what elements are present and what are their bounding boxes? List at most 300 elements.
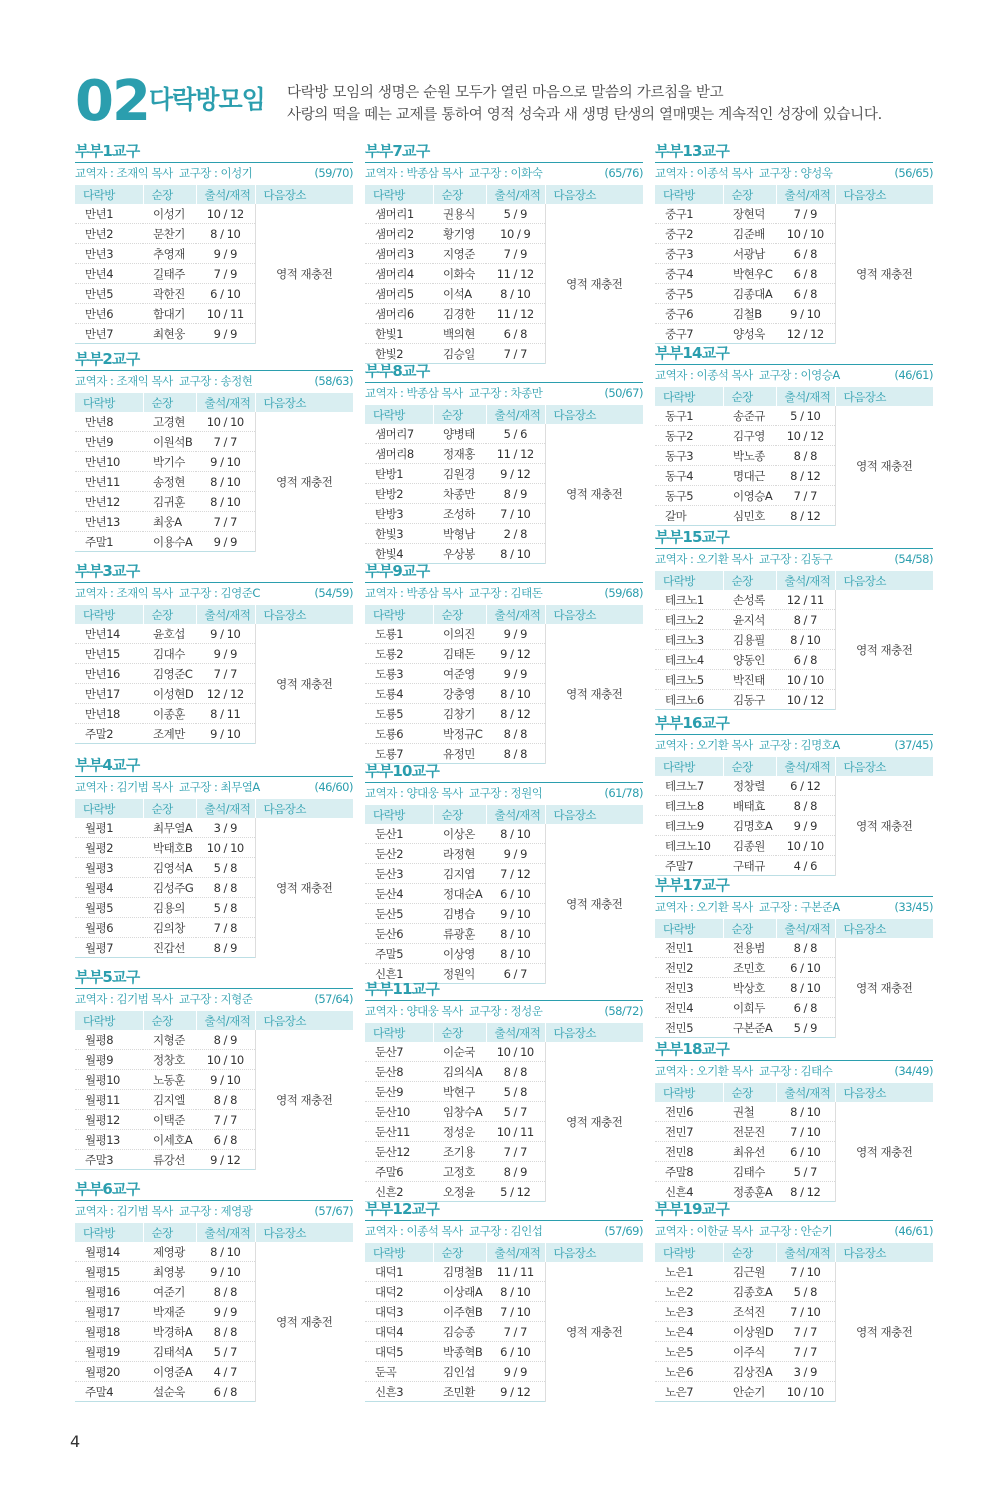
leader-name: 이종훈 [143,704,196,724]
group-title-bar [655,713,933,735]
attendance: 7 / 7 [196,664,255,684]
table-row [655,938,933,958]
attendance: 10 / 10 [776,836,835,856]
group-table [75,1011,353,1170]
group-table [655,387,933,526]
header-leader: 순장 [433,1243,486,1262]
header-next-place: 다음장소 [255,393,353,412]
room-name: 만년7 [75,324,143,344]
attendance-ratio: (37/45) [894,738,933,752]
room-name: 주말1 [75,532,143,552]
header-next-place: 다음장소 [545,405,643,424]
attendance: 7 / 9 [776,204,835,224]
attendance: 7 / 7 [776,486,835,506]
table-header-row [75,799,353,818]
parish-group [75,141,353,341]
room-name: 노은3 [655,1302,723,1322]
header-next-place: 다음장소 [835,1083,933,1102]
attendance: 10 / 10 [486,1042,545,1062]
attendance: 9 / 9 [196,532,255,552]
leader-name: 김경한 [433,304,486,324]
parish-group [365,141,643,361]
room-name: 만년15 [75,644,143,664]
leader-name: 김명호A [723,816,776,836]
attendance: 5 / 10 [776,406,835,426]
room-name: 중구6 [655,304,723,324]
header-attendance: 출석/재적 [196,605,255,624]
parish-leader: 교구장 : 양성욱 [759,166,833,180]
leader-name: 정성운 [433,1122,486,1142]
attendance: 7 / 7 [196,512,255,532]
attendance: 9 / 10 [196,452,255,472]
room-name: 만년17 [75,684,143,704]
attendance: 7 / 9 [196,264,255,284]
room-name: 대덕2 [365,1282,433,1302]
leader-name: 윤호섭 [143,624,196,644]
leader-name: 함대기 [143,304,196,324]
header-attendance: 출석/재적 [486,805,545,824]
group-title-bar [75,141,353,163]
room-name: 동구5 [655,486,723,506]
table-header-row [655,919,933,938]
next-place: 영적 재충전 [255,1030,353,1170]
group-title: 부부5교구 [75,968,140,986]
room-name: 둔산4 [365,884,433,904]
leader-name: 우상봉 [433,544,486,564]
room-name: 전민2 [655,958,723,978]
next-place: 영적 재충전 [835,1102,933,1202]
leader-name: 이상온 [433,824,486,844]
header-next-place: 다음장소 [255,1011,353,1030]
room-name: 대덕5 [365,1342,433,1362]
leader-name: 문찬기 [143,224,196,244]
parish-leader: 교구장 : 정성운 [469,1004,543,1018]
leader-name: 김지엘 [143,1090,196,1110]
leader-name: 진갑선 [143,938,196,958]
room-name: 중구7 [655,324,723,344]
attendance-ratio: (61/78) [604,786,643,800]
header-leader: 순장 [143,1223,196,1242]
room-name: 테크노4 [655,650,723,670]
leader-name: 오정윤 [433,1182,486,1202]
leader-name: 고경현 [143,412,196,432]
leader-name: 최웅A [143,512,196,532]
room-name: 도룡5 [365,704,433,724]
next-place: 영적 재충전 [835,204,933,344]
group-subtitle [365,783,643,803]
header-leader: 순장 [723,919,776,938]
attendance: 10 / 12 [776,426,835,446]
room-name: 둔산12 [365,1142,433,1162]
attendance: 5 / 8 [776,1282,835,1302]
leader-name: 배태효 [723,796,776,816]
pastor-name: 교역자 : 양대웅 목사 [365,1004,463,1018]
attendance-ratio: (46/60) [314,780,353,794]
attendance: 6 / 10 [776,958,835,978]
leader-name: 이용수A [143,532,196,552]
header-attendance: 출석/재적 [486,1023,545,1042]
room-name: 월평18 [75,1322,143,1342]
attendance: 8 / 10 [196,224,255,244]
room-name: 월평9 [75,1050,143,1070]
group-title-bar [75,561,353,583]
leader-name: 백의현 [433,324,486,344]
attendance: 9 / 9 [196,244,255,264]
attendance: 10 / 12 [776,690,835,710]
parish-group [75,755,353,955]
leader-name: 이세호A [143,1130,196,1150]
leader-name: 권철 [723,1102,776,1122]
header-next-place: 다음장소 [545,805,643,824]
room-name: 둔산5 [365,904,433,924]
parish-group [655,527,933,707]
header-room: 다락방 [365,1023,433,1042]
group-title-bar [655,527,933,549]
attendance: 6 / 7 [486,964,545,984]
attendance: 6 / 10 [486,884,545,904]
room-name: 월평11 [75,1090,143,1110]
room-name: 테크노7 [655,776,723,796]
leader-name: 김용의 [143,898,196,918]
group-table [75,393,353,552]
attendance: 10 / 10 [196,1050,255,1070]
header-next-place: 다음장소 [255,1223,353,1242]
header-leader: 순장 [723,757,776,776]
attendance: 2 / 8 [486,524,545,544]
header-leader: 순장 [143,185,196,204]
header-room: 다락방 [655,919,723,938]
table-header-row [75,1223,353,1242]
pastor-name: 교역자 : 조재익 목사 [75,166,173,180]
header-attendance: 출석/재적 [776,185,835,204]
attendance: 8 / 10 [486,944,545,964]
attendance: 8 / 12 [486,704,545,724]
group-table [75,185,353,344]
header-leader: 순장 [433,605,486,624]
leader-name: 류강선 [143,1150,196,1170]
group-subtitle [655,735,933,755]
leader-name: 정창렬 [723,776,776,796]
attendance: 10 / 11 [196,304,255,324]
room-name: 중구1 [655,204,723,224]
table-row [365,624,643,644]
attendance: 5 / 7 [196,1342,255,1362]
room-name: 전민3 [655,978,723,998]
room-name: 월평2 [75,838,143,858]
attendance: 8 / 10 [776,1102,835,1122]
room-name: 테크노9 [655,816,723,836]
parish-group [655,343,933,523]
header-attendance: 출석/재적 [196,1223,255,1242]
leader-name: 이주식 [723,1342,776,1362]
header-next-place: 다음장소 [835,185,933,204]
room-name: 전민5 [655,1018,723,1038]
room-name: 신흔1 [365,964,433,984]
attendance: 8 / 10 [196,1242,255,1262]
leader-name: 이의진 [433,624,486,644]
group-subtitle [75,371,353,391]
room-name: 탄방3 [365,504,433,524]
room-name: 탄방2 [365,484,433,504]
leader-name: 장현덕 [723,204,776,224]
table-row [655,590,933,610]
header-next-place: 다음장소 [835,571,933,590]
parish-group [75,967,353,1167]
attendance: 8 / 8 [196,1322,255,1342]
table-row [75,1030,353,1050]
attendance: 9 / 12 [196,1150,255,1170]
group-leaders [75,163,252,183]
leader-name: 정종훈A [723,1182,776,1202]
group-title: 부부6교구 [75,1180,140,1198]
leader-name: 정원익 [433,964,486,984]
leader-name: 이상래A [433,1282,486,1302]
attendance: 7 / 7 [196,1110,255,1130]
parish-group [365,561,643,761]
header-attendance: 출석/재적 [196,185,255,204]
section-description [287,82,882,126]
attendance-ratio: (46/61) [894,1224,933,1238]
room-name: 둔산1 [365,824,433,844]
attendance-ratio: (59/68) [604,586,643,600]
attendance: 8 / 10 [776,978,835,998]
header-leader: 순장 [433,805,486,824]
room-name: 만년3 [75,244,143,264]
parish-group [655,141,933,341]
parish-group [655,1199,933,1399]
leader-name: 조민환 [433,1382,486,1402]
leader-name: 김영석A [143,858,196,878]
group-title-bar [365,361,643,383]
attendance: 5 / 8 [196,858,255,878]
attendance: 9 / 10 [196,724,255,744]
table-row [75,412,353,432]
attendance: 8 / 8 [486,744,545,764]
table-row [365,204,643,224]
table-header-row [365,1243,643,1262]
pastor-name: 교역자 : 오기환 목사 [655,552,753,566]
room-name: 노은2 [655,1282,723,1302]
table-row [75,624,353,644]
room-name: 월평6 [75,918,143,938]
attendance: 10 / 10 [196,412,255,432]
attendance: 8 / 9 [196,938,255,958]
leader-name: 김병습 [433,904,486,924]
page-number: 4 [70,1432,81,1451]
room-name: 만년13 [75,512,143,532]
parish-group [655,875,933,1035]
group-table [655,757,933,876]
attendance: 11 / 12 [486,444,545,464]
leader-name: 곽한진 [143,284,196,304]
table-row [75,818,353,838]
table-header-row [75,605,353,624]
pastor-name: 교역자 : 김기범 목사 [75,780,173,794]
parish-leader: 교구장 : 정원익 [469,786,543,800]
leader-name: 지영준 [433,244,486,264]
attendance: 4 / 7 [196,1362,255,1382]
header-room: 다락방 [655,1083,723,1102]
attendance: 8 / 12 [776,1182,835,1202]
leader-name: 이상영 [433,944,486,964]
room-name: 샘머리3 [365,244,433,264]
group-table [365,1023,643,1202]
header-leader: 순장 [723,1243,776,1262]
room-name: 만년12 [75,492,143,512]
room-name: 만년11 [75,472,143,492]
group-subtitle [655,897,933,917]
header-leader: 순장 [143,393,196,412]
leader-name: 김태돈 [433,644,486,664]
leader-name: 김창기 [433,704,486,724]
attendance: 8 / 10 [196,492,255,512]
attendance: 7 / 8 [196,918,255,938]
attendance: 8 / 11 [196,704,255,724]
leader-name: 김태수 [723,1162,776,1182]
room-name: 월평10 [75,1070,143,1090]
leader-name: 김승종 [433,1322,486,1342]
table-header-row [75,393,353,412]
room-name: 둔산11 [365,1122,433,1142]
attendance: 7 / 10 [776,1122,835,1142]
leader-name: 명대근 [723,466,776,486]
room-name: 만년10 [75,452,143,472]
attendance: 11 / 12 [486,304,545,324]
room-name: 도룡1 [365,624,433,644]
leader-name: 김태석A [143,1342,196,1362]
group-title-bar [75,349,353,371]
attendance: 6 / 10 [776,1142,835,1162]
group-leaders [655,365,840,385]
leader-name: 유정민 [433,744,486,764]
attendance: 7 / 10 [776,1262,835,1282]
attendance: 8 / 8 [196,878,255,898]
table-header-row [365,805,643,824]
group-title-bar [365,979,643,1001]
attendance: 11 / 12 [486,264,545,284]
table-row [655,1262,933,1282]
header-attendance: 출석/재적 [486,605,545,624]
attendance-ratio: (59/70) [314,166,353,180]
leader-name: 김용필 [723,630,776,650]
room-name: 테크노2 [655,610,723,630]
group-subtitle [75,777,353,797]
section-title: 다락방모임 [149,85,265,114]
attendance: 9 / 9 [486,664,545,684]
table-header-row [75,1011,353,1030]
room-name: 대덕1 [365,1262,433,1282]
next-place: 영적 재충전 [835,590,933,710]
leader-name: 손성록 [723,590,776,610]
room-name: 둔곡 [365,1362,433,1382]
parish-group [655,713,933,873]
room-name: 동구4 [655,466,723,486]
leader-name: 설순욱 [143,1382,196,1402]
header-attendance: 출석/재적 [776,919,835,938]
room-name: 도룡6 [365,724,433,744]
parish-leader: 교구장 : 지형준 [179,992,253,1006]
attendance-ratio: (57/69) [604,1224,643,1238]
table-header-row [655,185,933,204]
table-row [655,1102,933,1122]
table-row [655,776,933,796]
table-row [365,1042,643,1062]
room-name: 전민7 [655,1122,723,1142]
pastor-name: 교역자 : 김기범 목사 [75,1204,173,1218]
group-subtitle [655,163,933,183]
header-room: 다락방 [365,605,433,624]
header-room: 다락방 [75,605,143,624]
group-title: 부부11교구 [365,980,440,998]
parish-leader: 교구장 : 차종만 [469,386,543,400]
leader-name: 박기수 [143,452,196,472]
header-next-place: 다음장소 [545,1243,643,1262]
table-row [655,204,933,224]
room-name: 월평12 [75,1110,143,1130]
group-title: 부부14교구 [655,344,730,362]
attendance: 8 / 10 [486,284,545,304]
room-name: 도룡4 [365,684,433,704]
next-place: 영적 재충전 [835,776,933,876]
leader-name: 최무열A [143,818,196,838]
leader-name: 김지엽 [433,864,486,884]
header-next-place: 다음장소 [835,387,933,406]
attendance: 8 / 10 [486,924,545,944]
room-name: 월평8 [75,1030,143,1050]
attendance: 7 / 7 [486,344,545,364]
leader-name: 박종혁B [433,1342,486,1362]
attendance: 12 / 11 [776,590,835,610]
leader-name: 김성주G [143,878,196,898]
attendance: 9 / 12 [486,464,545,484]
room-name: 노은4 [655,1322,723,1342]
group-title: 부부10교구 [365,762,440,780]
header-room: 다락방 [75,1011,143,1030]
leader-name: 이영승A [723,486,776,506]
group-subtitle [365,1001,643,1021]
room-name: 만년6 [75,304,143,324]
group-leaders [75,583,260,603]
parish-leader: 교구장 : 안순기 [759,1224,833,1238]
leader-name: 조계만 [143,724,196,744]
header-attendance: 출석/재적 [196,393,255,412]
group-title: 부부16교구 [655,714,730,732]
header-leader: 순장 [143,605,196,624]
pastor-name: 교역자 : 이종석 목사 [655,166,753,180]
table-row [75,204,353,224]
room-name: 테크노10 [655,836,723,856]
header-attendance: 출석/재적 [776,1083,835,1102]
group-subtitle [75,989,353,1009]
room-name: 동구3 [655,446,723,466]
attendance: 8 / 12 [776,506,835,526]
attendance: 8 / 8 [486,1062,545,1082]
room-name: 월평15 [75,1262,143,1282]
attendance-ratio: (50/67) [604,386,643,400]
group-leaders [655,1061,832,1081]
leader-name: 이원석B [143,432,196,452]
leader-name: 김대수 [143,644,196,664]
leader-name: 최현웅 [143,324,196,344]
leader-name: 이영준A [143,1362,196,1382]
attendance: 7 / 7 [486,1322,545,1342]
leader-name: 김인섭 [433,1362,486,1382]
header-next-place: 다음장소 [835,919,933,938]
parish-leader: 교구장 : 이화숙 [469,166,543,180]
room-name: 한빛3 [365,524,433,544]
group-title: 부부18교구 [655,1040,730,1058]
group-title-bar [365,1199,643,1221]
